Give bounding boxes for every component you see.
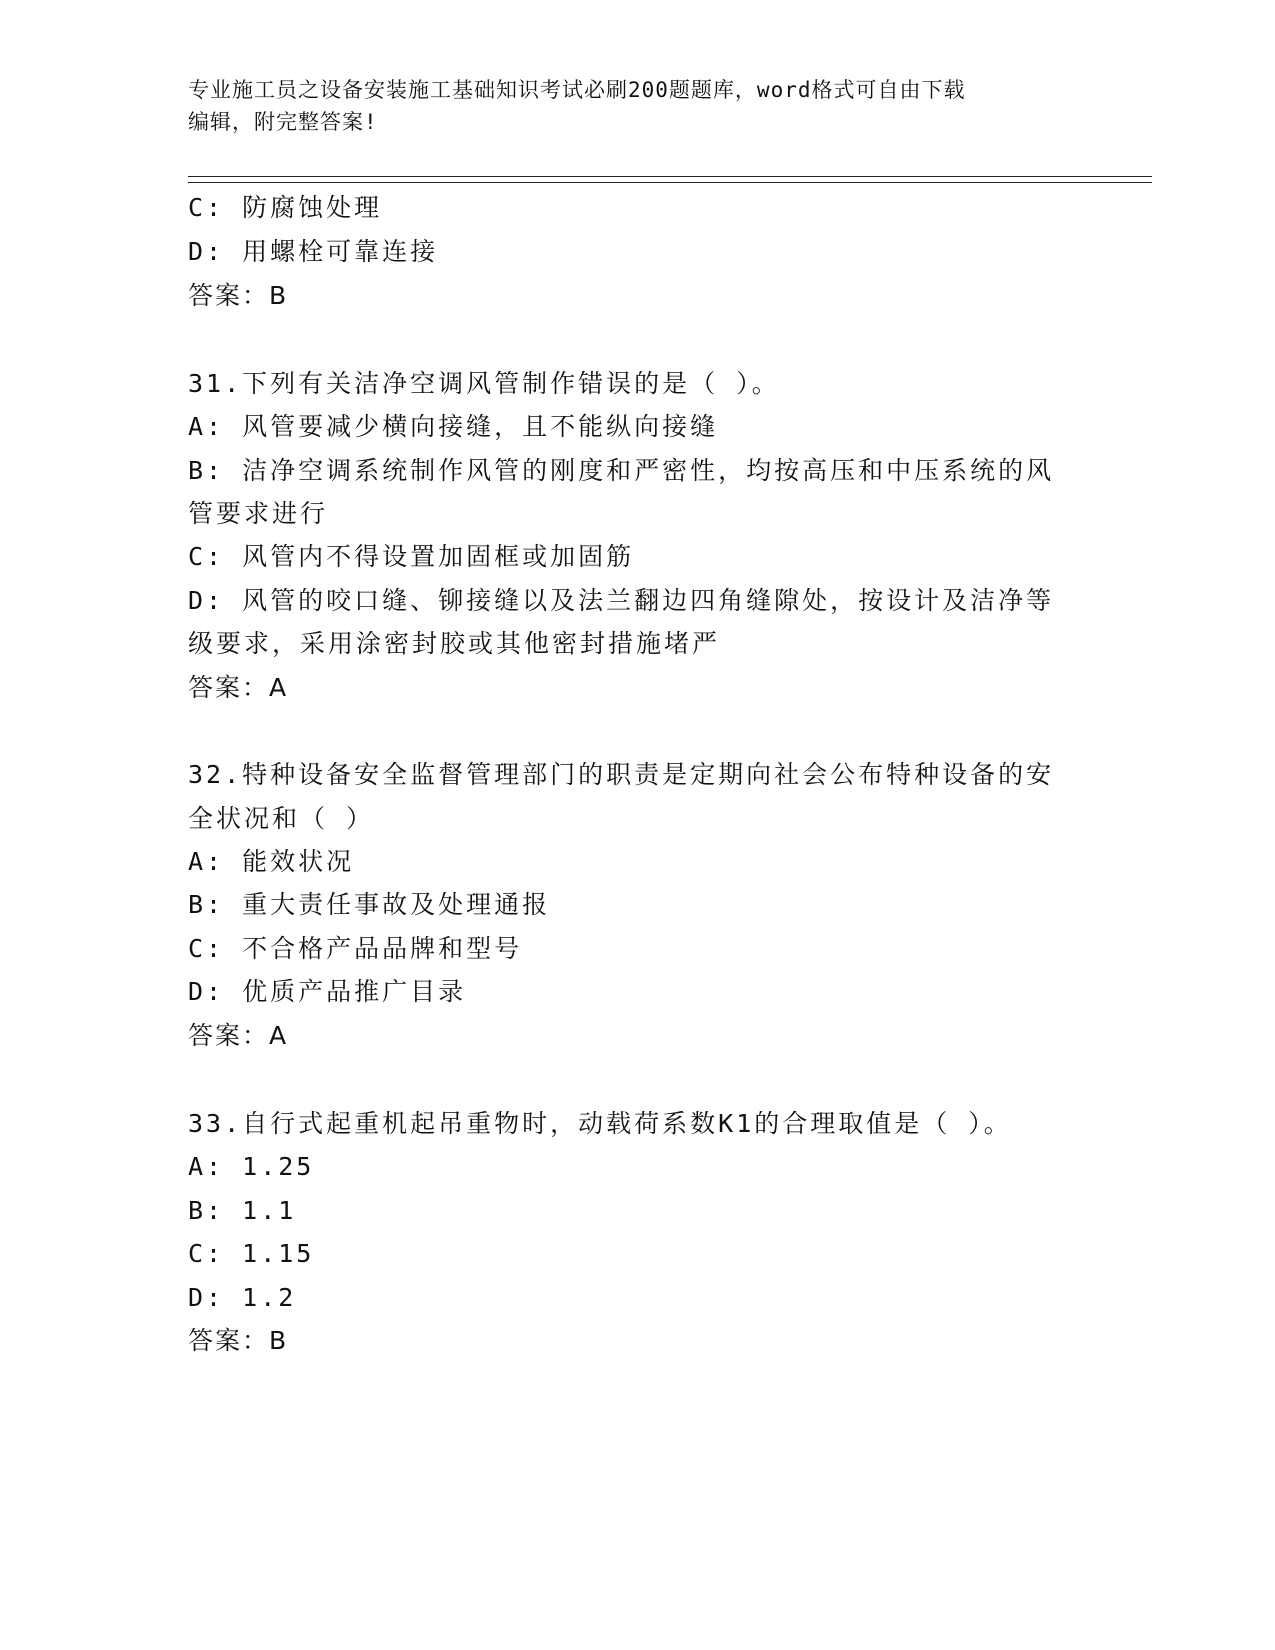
- q32-answer: 答案：A: [188, 1021, 289, 1050]
- q33-answer: 答案：B: [188, 1326, 289, 1355]
- q32-stem-line-1: 32.特种设备安全监督管理部门的职责是定期向社会公布特种设备的安: [188, 760, 1055, 789]
- q32-option-b: B: 重大责任事故及处理通报: [188, 890, 551, 919]
- prev-option-d: D: 用螺栓可靠连接: [188, 237, 439, 266]
- header-divider-top: [188, 176, 1152, 177]
- q31-option-c: C: 风管内不得设置加固框或加固筋: [188, 542, 635, 571]
- document-header: [188, 74, 1068, 138]
- header-title-line-2: 编辑，附完整答案!: [188, 110, 378, 134]
- q31-option-d-line-1: D: 风管的咬口缝、铆接缝以及法兰翻边四角缝隙处，按设计及洁净等: [188, 586, 1055, 615]
- header-divider-bottom: [188, 182, 1152, 183]
- q32-option-c: C: 不合格产品品牌和型号: [188, 934, 523, 963]
- q31-stem: 31.下列有关洁净空调风管制作错误的是（ ）。: [188, 369, 780, 398]
- q32-option-a: A: 能效状况: [188, 847, 355, 876]
- q32-stem-line-2: 全状况和（ ）: [188, 804, 375, 833]
- prev-option-c: C: 防腐蚀处理: [188, 193, 383, 222]
- q31-answer: 答案：A: [188, 673, 289, 702]
- q31-option-a: A: 风管要减少横向接缝，且不能纵向接缝: [188, 412, 719, 441]
- q33-option-d: D: 1.2: [188, 1283, 297, 1312]
- q31-option-d-line-2: 级要求，采用涂密封胶或其他密封措施堵严: [188, 629, 721, 658]
- q33-stem: 33.自行式起重机起吊重物时，动载荷系数K1的合理取值是（ ）。: [188, 1109, 1012, 1138]
- q33-option-a: A: 1.25: [188, 1152, 315, 1181]
- q33-option-c: C: 1.15: [188, 1239, 315, 1268]
- q31-option-b-line-2: 管要求进行: [188, 499, 329, 528]
- q32-option-d: D: 优质产品推广目录: [188, 977, 467, 1006]
- header-title-line-1: 专业施工员之设备安装施工基础知识考试必刷200题题库，word格式可自由下载: [188, 78, 966, 102]
- prev-answer: 答案：B: [188, 281, 289, 310]
- q33-option-b: B: 1.1: [188, 1196, 297, 1225]
- q31-option-b-line-1: B: 洁净空调系统制作风管的刚度和严密性，均按高压和中压系统的风: [188, 456, 1055, 485]
